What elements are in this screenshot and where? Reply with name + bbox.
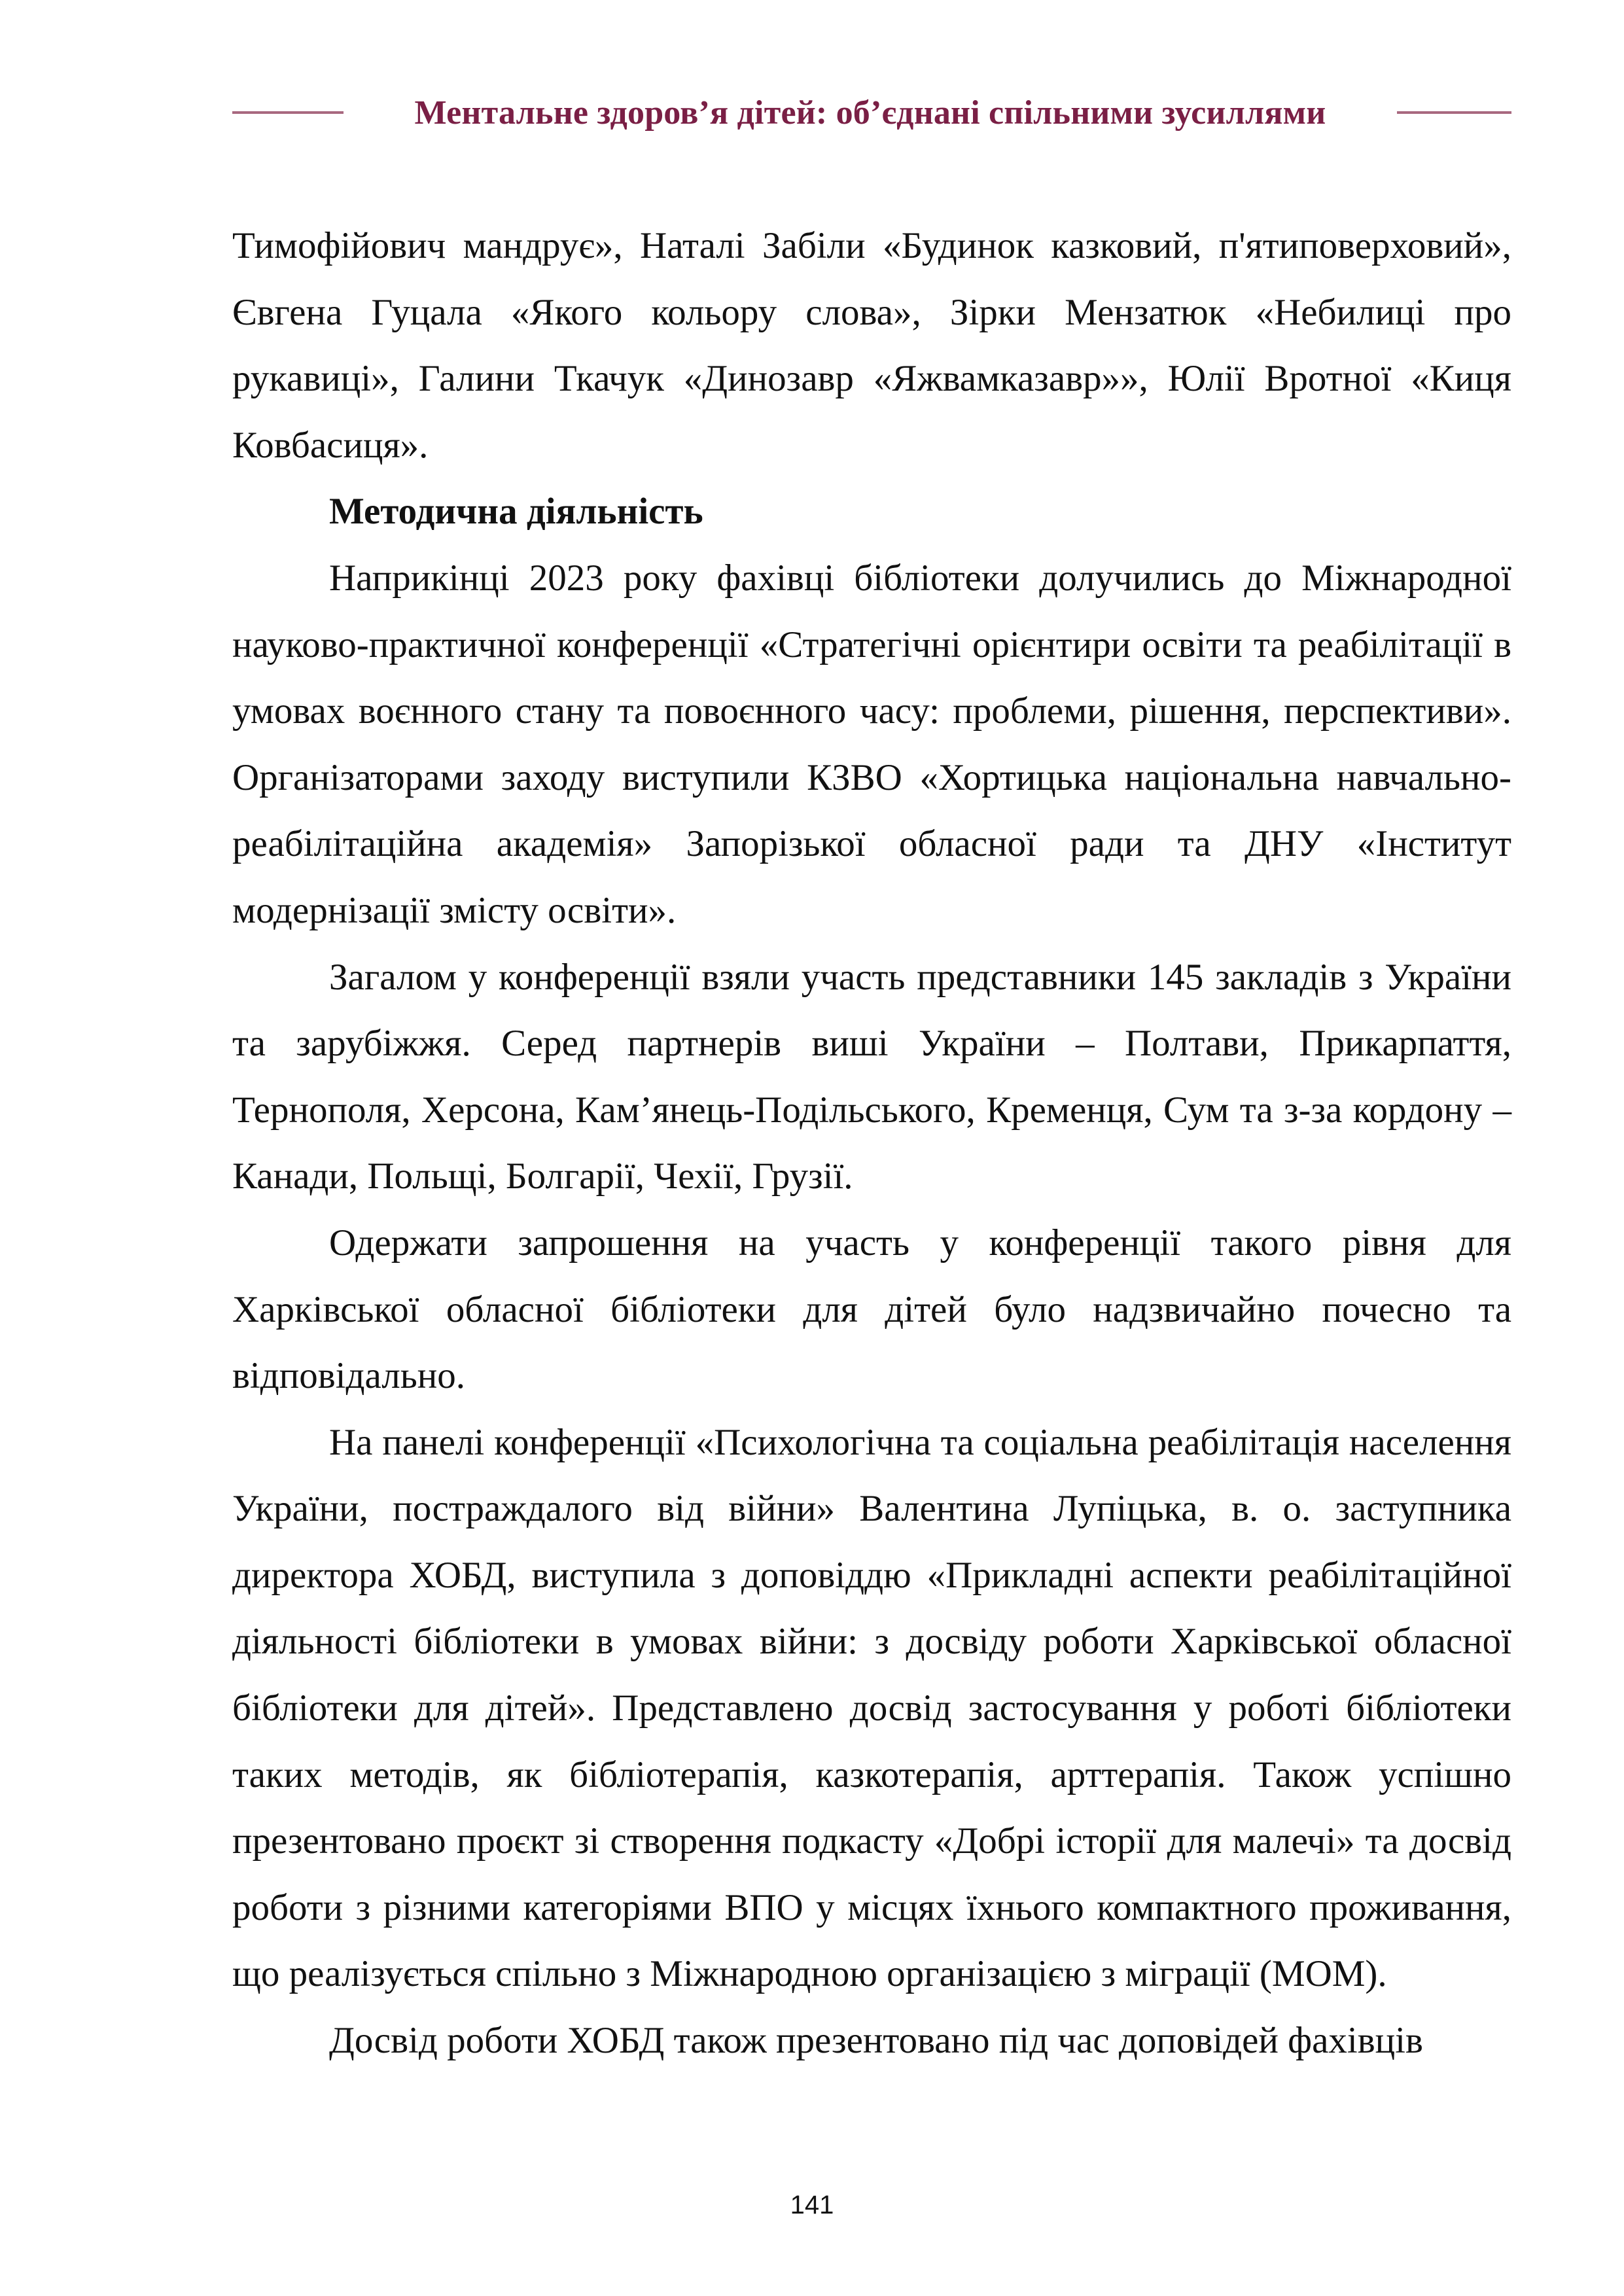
page-number: 141: [790, 2191, 834, 2219]
header-rule-right: [1397, 111, 1511, 114]
paragraph: Загалом у конференції взяли участь представники 145 закладів з України та зарубіжжя. Серед партнерів виші України – Полтави, Прикарпаття, Тернополя, Херсона, Кам’янець-Подільського, Кременця, Сум та з-за кордону – Канади, Польщі, Болгарії, Чехії, Грузії.: [232, 956, 1511, 1197]
header-title: Ментальне здоров’я дітей: об’єднані спільними зусиллями: [414, 94, 1326, 132]
paragraph: Одержати запрошення на участь у конференції такого рівня для Харківської обласної бібліотеки для дітей було надзвичайно почесно та відповідально.: [232, 1222, 1511, 1397]
page-body: [232, 213, 1511, 2074]
paragraph: Наприкінці 2023 року фахівці бібліотеки долучились до Міжнародної науково-практичної конференції «Стратегічні орієнтири освіти та реабілітації в умовах воєнного стану та повоєнного часу: проблеми, рішення, перспективи». Організаторами заходу виступили КЗВО «Хортицька національна навчально-реабілітаційна академія» Запорізької обласної ради та ДНУ «Інститут модернізації змісту освіти».: [232, 557, 1511, 931]
section-heading: Методична діяльність: [329, 491, 703, 533]
paragraph: На панелі конференції «Психологічна та соціальна реабілітація населення України, постраждалого від війни» Валентина Лупіцька, в. о. заступника директора ХОБД, виступила з доповіддю «Прикладні аспекти реабілітаційної діяльності бібліотеки в умовах війни: з досвіду роботи Харківської обласної бібліотеки для дітей». Представлено досвід застосування у роботі бібліотеки таких методів, як бібліотерапія, казкотерапія, арттерапія. Також успішно презентовано проєкт зі створення подкасту «Добрі історії для малечі» та досвід роботи з різними категоріями ВПО у місцях їхнього компактного проживання, що реалізується спільно з Міжнародною організацією з міграції (МОМ).: [232, 1421, 1511, 1995]
running-header: [232, 93, 1511, 132]
paragraph-last: Досвід роботи ХОБД також презентовано під час доповідей фахівців: [329, 2020, 1423, 2062]
header-rule-left: [232, 111, 344, 114]
paragraph-continuation: Тимофійович мандрує», Наталі Забіли «Будинок казковий, п'ятиповерховий», Євгена Гуцала «Якого кольору слова», Зірки Мензатюк «Небилиці про рукавиці», Галини Ткачук «Динозавр «Яжвамказавр»», Юлії Вротної «Киця Ковбасиця».: [232, 225, 1511, 466]
